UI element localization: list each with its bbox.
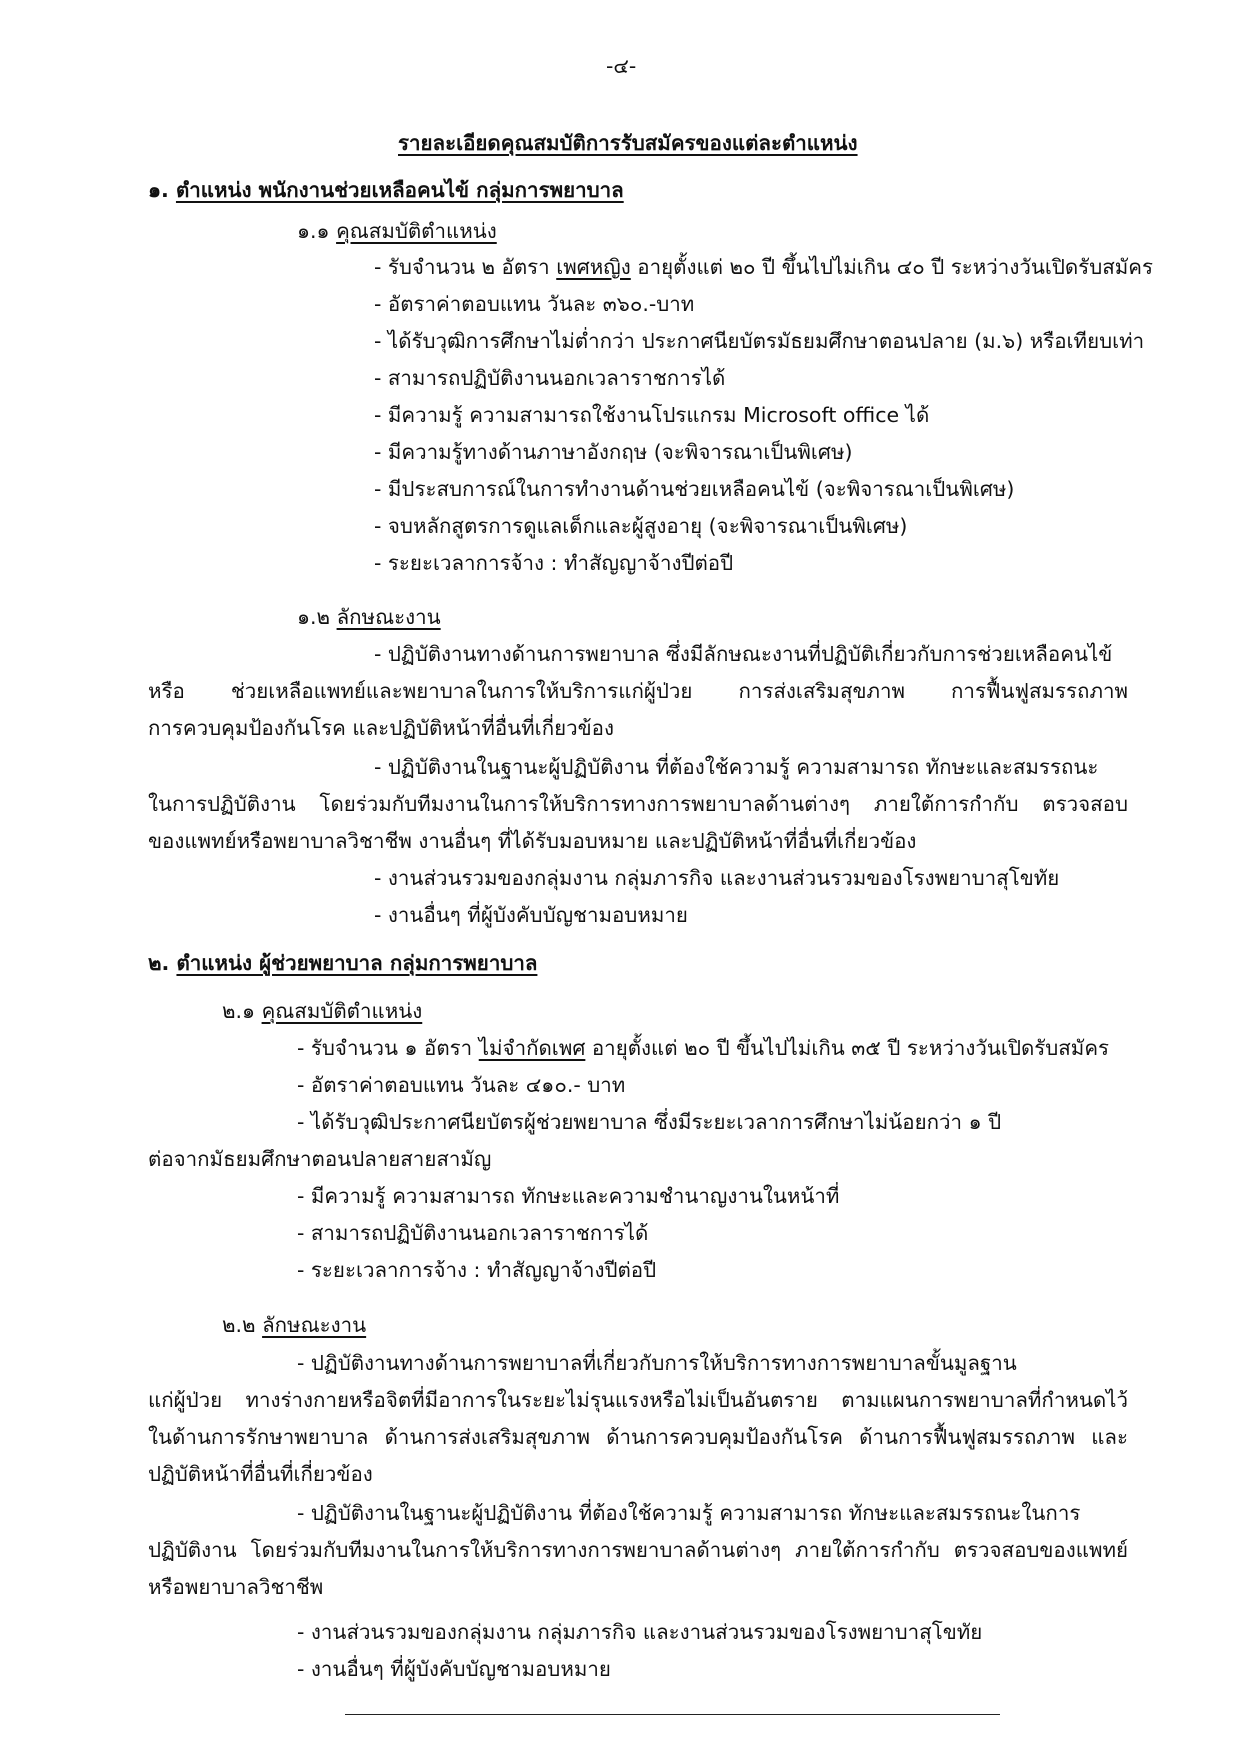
qualification-item: - ระยะเวลาการจ้าง : ทำสัญญาจ้างปีต่อปี [374, 551, 734, 575]
duty-item: - งานส่วนรวมของกลุ่มงาน กลุ่มภารกิจ และงานส่วนรวมของโรงพยาบาสุโขทัย [297, 1620, 983, 1644]
gender-requirement: เพศหญิง [556, 255, 631, 279]
duty-item: - งานอื่นๆ ที่ผู้บังคับบัญชามอบหมาย [297, 1657, 611, 1681]
section-title: ลักษณะงาน [262, 1313, 367, 1337]
section-1-1-heading [297, 213, 497, 249]
qualification-item [374, 249, 1153, 285]
age-requirement: อายุตั้งแต่ ๒๐ ปี ขึ้นไปไม่เกิน ๓๕ ปี ระหว่างวันเปิดรับสมัคร [591, 1036, 1110, 1060]
duty-paragraph-line: หรือ ช่วยเหลือแพทย์และพยาบาลในการให้บริการแก่ผู้ป่วย การส่งเสริมสุขภาพ การฟื้นฟูสมรรถภาพ [148, 679, 1128, 703]
section-title: คุณสมบัติตำแหน่ง [261, 999, 423, 1023]
duty-item: - งานส่วนรวมของกลุ่มงาน กลุ่มภารกิจ และงานส่วนรวมของโรงพยาบาสุโขทัย [374, 866, 1060, 890]
section-2-2-heading [222, 1307, 366, 1343]
qualification-item: - ได้รับวุฒิการศึกษาไม่ต่ำกว่า ประกาศนียบัตรมัธยมศึกษาตอนปลาย (ม.๖) หรือเทียบเท่า [374, 329, 1145, 353]
duty-paragraph-line: การควบคุมป้องกันโรค และปฏิบัติหน้าที่อื่นที่เกี่ยวข้อง [148, 716, 614, 740]
qualification-item: - มีประสบการณ์ในการทำงานด้านช่วยเหลือคนไข้ (จะพิจารณาเป็นพิเศษ) [374, 477, 1015, 501]
qualification-text: - รับจำนวน ๒ อัตรา [374, 255, 550, 279]
section-title: คุณสมบัติตำแหน่ง [336, 219, 497, 243]
section-1-2-heading [297, 599, 441, 635]
qualification-item: - สามารถปฏิบัติงานนอกเวลาราชการได้ [374, 366, 726, 390]
qualification-item: - อัตราค่าตอบแทน วันละ ๓๖๐.-บาท [374, 292, 695, 316]
qualification-item [297, 1030, 1109, 1066]
qualification-item: - อัตราค่าตอบแทน วันละ ๔๑๐.- บาท [297, 1073, 626, 1097]
gender-requirement: ไม่จำกัดเพศ [478, 1036, 586, 1060]
duty-paragraph-line: - ปฏิบัติงานในฐานะผู้ปฏิบัติงาน ที่ต้องใช้ความรู้ ความสามารถ ทักษะและสมรรถนะ [374, 755, 1099, 779]
qualification-item: - จบหลักสูตรการดูแลเด็กและผู้สูงอายุ (จะพิจารณาเป็นพิเศษ) [374, 514, 908, 538]
position-1-heading [148, 172, 624, 208]
qualification-item: - ระยะเวลาการจ้าง : ทำสัญญาจ้างปีต่อปี [297, 1258, 657, 1282]
duty-paragraph-line: ปฏิบัติงาน โดยร่วมกับทีมงานในการให้บริการทางการพยาบาลด้านต่างๆ ภายใต้การกำกับ ตรวจสอบของแพทย์ [148, 1538, 1128, 1562]
qualification-item-continued: ต่อจากมัธยมศึกษาตอนปลายสายสามัญ [148, 1147, 492, 1171]
section-number: ๒.๑ [222, 999, 256, 1023]
section-2-1-heading [222, 993, 422, 1029]
duty-paragraph-line: ของแพทย์หรือพยาบาลวิชาชีพ งานอื่นๆ ที่ได้รับมอบหมาย และปฏิบัติหน้าที่อื่นที่เกี่ยวข้อง [148, 829, 917, 853]
position-2-title: ตำแหน่ง ผู้ช่วยพยาบาล กลุ่มการพยาบาล [176, 951, 538, 975]
bottom-divider [345, 1714, 1000, 1715]
duty-paragraph-line: หรือพยาบาลวิชาชีพ [148, 1575, 324, 1599]
qualification-item: - สามารถปฏิบัติงานนอกเวลาราชการได้ [297, 1221, 649, 1245]
duty-paragraph-line: ในการปฏิบัติงาน โดยร่วมกับทีมงานในการให้บริการทางการพยาบาลด้านต่างๆ ภายใต้การกำกับ ตรวจสอบ [148, 792, 1128, 816]
document-title: รายละเอียดคุณสมบัติการรับสมัครของแต่ละตำแหน่ง [398, 131, 858, 155]
qualification-text: - รับจำนวน ๑ อัตรา [297, 1036, 473, 1060]
duty-paragraph-line: ปฏิบัติหน้าที่อื่นที่เกี่ยวข้อง [148, 1462, 373, 1486]
duty-paragraph-line: - ปฏิบัติงานทางด้านการพยาบาลที่เกี่ยวกับการให้บริการทางการพยาบาลขั้นมูลฐาน [297, 1351, 1017, 1375]
position-2-number: ๒. [148, 951, 170, 975]
qualification-item: - มีความรู้ ความสามารถใช้งานโปรแกรม Microsoft office ได้ [374, 403, 930, 427]
position-1-title: ตำแหน่ง พนักงานช่วยเหลือคนไข้ กลุ่มการพยาบาล [175, 178, 624, 202]
duty-paragraph-line: แก่ผู้ป่วย ทางร่างกายหรือจิตที่มีอาการในระยะไม่รุนแรงหรือไม่เป็นอันตราย ตามแผนการพยาบาลที่กำหนดไว้ [148, 1388, 1128, 1412]
section-number: ๑.๑ [297, 219, 330, 243]
page-number: -๔- [606, 54, 637, 78]
duty-item: - งานอื่นๆ ที่ผู้บังคับบัญชามอบหมาย [374, 903, 688, 927]
qualification-item: - ได้รับวุฒิประกาศนียบัตรผู้ช่วยพยาบาล ซึ่งมีระยะเวลาการศึกษาไม่น้อยกว่า ๑ ปี [297, 1110, 1002, 1134]
position-2-heading [148, 945, 537, 981]
qualification-item: - มีความรู้ ความสามารถ ทักษะและความชำนาญงานในหน้าที่ [297, 1184, 840, 1208]
qualification-item: - มีความรู้ทางด้านภาษาอังกฤษ (จะพิจารณาเป็นพิเศษ) [374, 440, 853, 464]
section-number: ๒.๒ [222, 1313, 256, 1337]
duty-paragraph-line: - ปฏิบัติงานทางด้านการพยาบาล ซึ่งมีลักษณะงานที่ปฏิบัติเกี่ยวกับการช่วยเหลือคนไข้ [374, 642, 1113, 666]
duty-paragraph-line: ในด้านการรักษาพยาบาล ด้านการส่งเสริมสุขภาพ ด้านการควบคุมป้องกันโรค ด้านการฟื้นฟูสมรรถภาพ และ [148, 1425, 1128, 1449]
age-requirement: อายุตั้งแต่ ๒๐ ปี ขึ้นไปไม่เกิน ๔๐ ปี ระหว่างวันเปิดรับสมัคร [637, 255, 1153, 279]
section-title: ลักษณะงาน [336, 605, 441, 629]
position-1-number: ๑. [148, 178, 169, 202]
duty-paragraph-line: - ปฏิบัติงานในฐานะผู้ปฏิบัติงาน ที่ต้องใช้ความรู้ ความสามารถ ทักษะและสมรรถนะในการ [297, 1501, 1081, 1525]
section-number: ๑.๒ [297, 605, 331, 629]
